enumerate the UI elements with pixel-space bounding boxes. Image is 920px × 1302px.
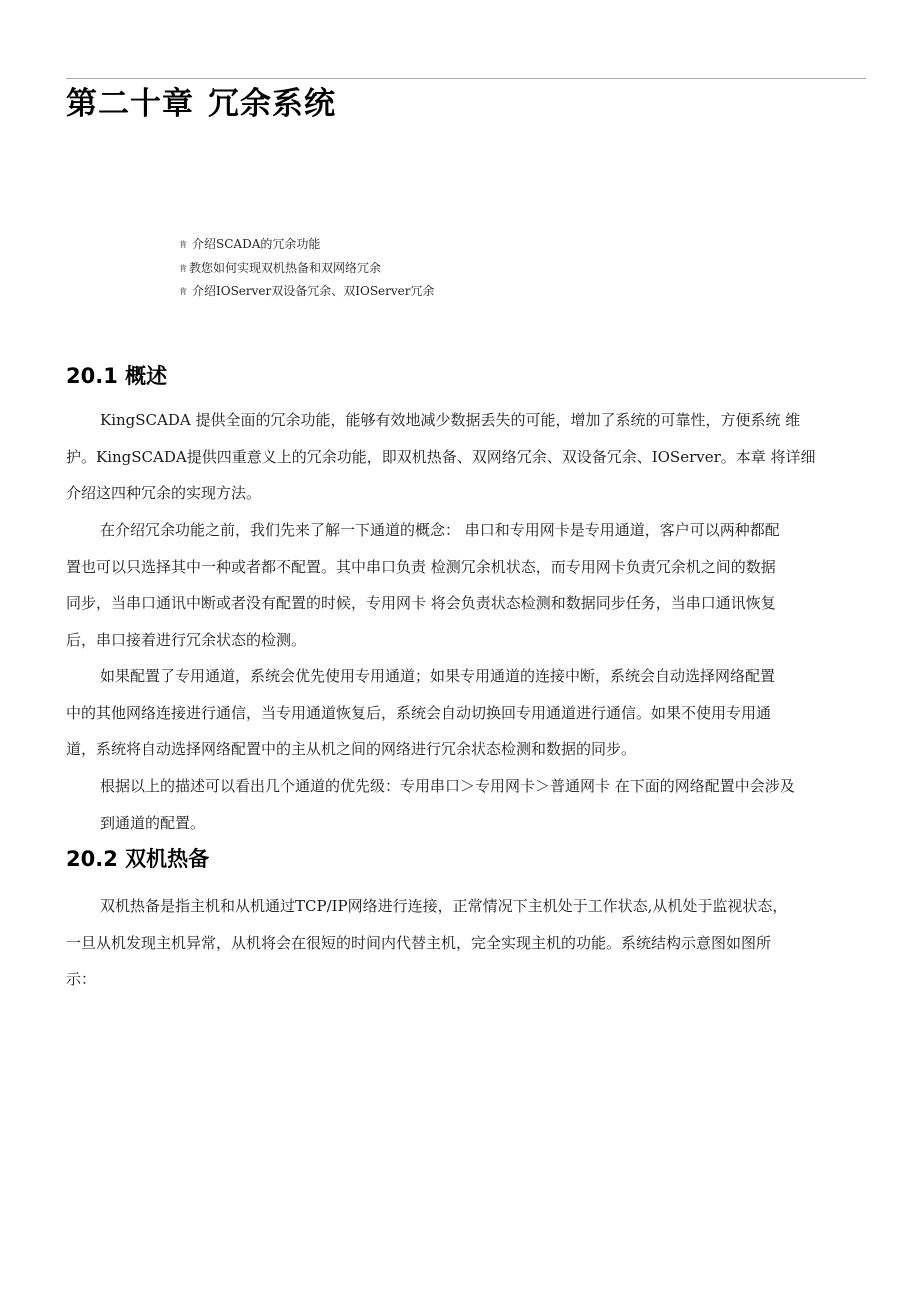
paragraph-overview-3 [66,663,866,773]
chapter-name: 冗余系统 [208,86,336,122]
bullet-icon: 肯 [179,263,187,273]
objective-item [179,233,435,257]
paragraph-overview-4 [66,773,866,846]
paragraph-overview-1 [66,407,866,517]
paragraph-line: 如果配置了专用通道，系统会优先使用专用通道；如果专用通道的连接中断，系统会自动选择网络配置 [100,667,776,685]
paragraph-line: 示： [66,970,97,989]
paragraph-line: 介绍这四种冗余的实现方法。 [66,484,262,503]
objective-text: 教您如何实现双机热备和双网络冗余 [189,260,382,275]
objective-item [179,257,435,281]
chapter-number: 第二十章 [66,86,194,122]
paragraph-line: 道，系统将自动选择网络配置中的主从机之间的网络进行冗余状态检测和数据的同步。 [66,740,637,759]
paragraph-line: 同步，当串口通讯中断或者没有配置的时候，专用网卡 将会负责状态检测和数据同步任务，当串口通讯恢复 [66,594,776,613]
section-title-hot-standby: 20.2 双机热备 [66,847,210,871]
paragraph-line: 双机热备是指主机和从机通过TCP/IP网络进行连接，正常情况下主机处于工作状态,从机处于监视状态， [100,897,788,915]
paragraph-line: 根据以上的描述可以看出几个通道的优先级：专用串口＞专用网卡＞普通网卡 在下面的网络配置中会涉及 [100,777,795,795]
paragraph-hot-standby-1 [66,893,866,1003]
bullet-icon: 肯 [179,287,187,296]
objective-text: 介绍SCADA的冗余功能 [192,237,321,251]
paragraph-line: 在介绍冗余功能之前，我们先来了解一下通道的概念： 串口和专用网卡是专用通道，客户可以两种都配 [100,521,780,539]
bullet-icon: 肯 [179,240,187,249]
objective-text: 介绍IOServer双设备冗余、双IOServer冗余 [192,284,435,298]
chapter-title [66,84,336,124]
paragraph-line: 置也可以只选择其中一种或者都不配置。其中串口负责 检测冗余机状态，而专用网卡负责冗余机之间的数据 [66,557,776,576]
paragraph-line: 护。KingSCADA提供四重意义上的冗余功能，即双机热备、双网络冗余、双设备冗余、IOServer。本章 将详细 [66,447,816,466]
paragraph-line: 中的其他网络连接进行通信，当专用通道恢复后，系统会自动切换回专用通道进行通信。如果不使用专用通 [66,703,772,722]
paragraph-line: KingSCADA 提供全面的冗余功能，能够有效地减少数据丢失的可能，增加了系统的可靠性，方便系统 维 [100,411,801,429]
header-rule [66,78,866,79]
paragraph-line: 到通道的配置。 [100,813,206,832]
chapter-objectives-list [179,233,435,304]
paragraph-overview-2 [66,517,866,663]
objective-item [179,280,435,304]
paragraph-line: 一旦从机发现主机异常，从机将会在很短的时间内代替主机，完全实现主机的功能。系统结构示意图如图所 [66,933,772,952]
paragraph-line: 后，串口接着进行冗余状态的检测。 [66,630,307,649]
section-title-overview: 20.1 概述 [66,364,168,388]
